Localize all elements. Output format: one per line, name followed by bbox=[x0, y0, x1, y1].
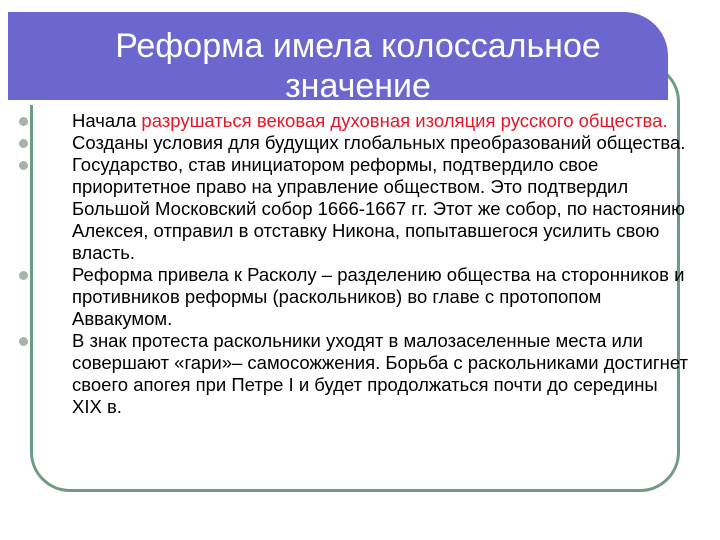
title-line-2: значение bbox=[285, 67, 431, 105]
bullet-text: Государство, став инициатором реформы, подтвердило свое приоритетное право на управление обществом. Это подтвердил Большой Московский собор 1666-1667 гг. Этот же собор, по настоянию Алексея, отправил в отставку Никона, попытавшегося усилить свою власть. bbox=[72, 154, 686, 263]
bullet-text: В знак протеста раскольники уходят в малозаселенные места или совершают «гари»– самосожжения. Борьба с раскольниками достигнет своего апогея при Петре I и будет продолжаться почти до середины XIX в. bbox=[72, 330, 688, 417]
bullet-item bbox=[16, 132, 688, 154]
bullet-list bbox=[16, 110, 688, 418]
bullet-text-highlight: разрушаться вековая духовная изоляция русского общества. bbox=[141, 110, 668, 131]
bullet-text: Реформа привела к Расколу – разделению общества на сторонников и противников реформы (раскольников) во главе с протопопом Аввакумом. bbox=[72, 264, 685, 329]
bullet-text-prefix: Начала bbox=[72, 110, 142, 131]
bullet-dot-icon bbox=[19, 271, 28, 280]
bullet-item bbox=[16, 330, 688, 418]
title-line-1: Реформа имела колоссальное bbox=[115, 27, 601, 65]
bullet-dot-icon bbox=[19, 161, 28, 170]
bullet-item bbox=[16, 110, 688, 132]
bullet-item bbox=[16, 264, 688, 330]
slide-title bbox=[38, 26, 678, 106]
bullet-dot-icon bbox=[19, 139, 28, 148]
bullet-dot-icon bbox=[19, 117, 28, 126]
title-bar bbox=[8, 12, 668, 105]
bullet-text: Созданы условия для будущих глобальных преобразований общества. bbox=[72, 132, 686, 153]
bullet-dot-icon bbox=[19, 337, 28, 346]
bullet-item bbox=[16, 154, 688, 264]
